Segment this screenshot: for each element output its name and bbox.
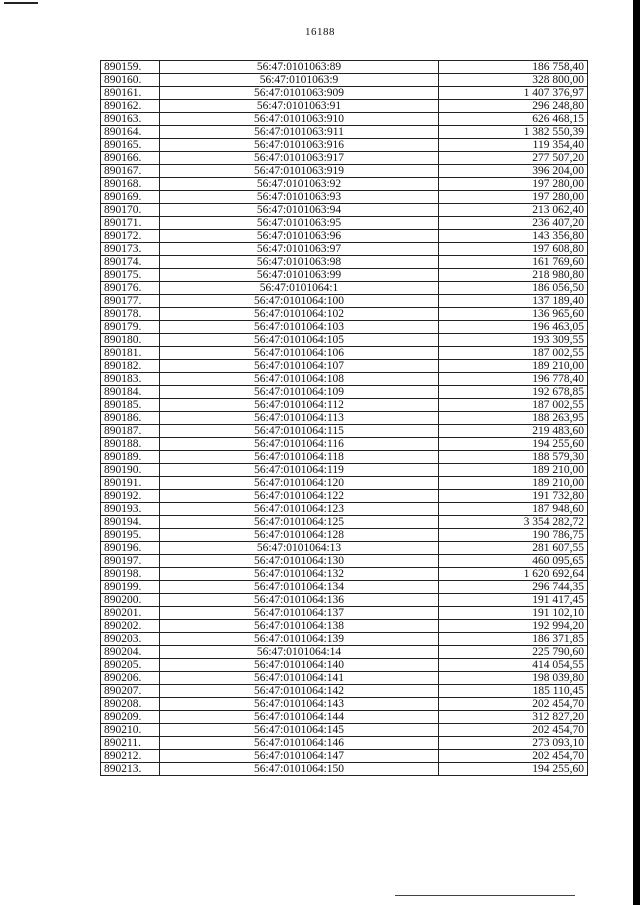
cadastral-number: 56:47:0101064:112 [160, 399, 439, 412]
row-number: 890191. [101, 477, 160, 490]
cadastral-number: 56:47:0101064:106 [160, 347, 439, 360]
cadastral-value: 460 095,65 [439, 555, 588, 568]
table-row [101, 633, 588, 646]
cadastral-value: 202 454,70 [439, 750, 588, 763]
table-row [101, 607, 588, 620]
cadastral-value: 312 827,20 [439, 711, 588, 724]
table-row [101, 308, 588, 321]
cadastral-value: 219 483,60 [439, 425, 588, 438]
table-row [101, 373, 588, 386]
cadastral-value: 197 608,80 [439, 243, 588, 256]
cadastral-value: 202 454,70 [439, 698, 588, 711]
row-number: 890195. [101, 529, 160, 542]
row-number: 890199. [101, 581, 160, 594]
cadastral-value: 191 417,45 [439, 594, 588, 607]
table-row [101, 451, 588, 464]
table-row [101, 295, 588, 308]
cadastral-number: 56:47:0101063:97 [160, 243, 439, 256]
cadastral-number: 56:47:0101064:137 [160, 607, 439, 620]
row-number: 890211. [101, 737, 160, 750]
cadastral-value: 188 579,30 [439, 451, 588, 464]
row-number: 890166. [101, 152, 160, 165]
row-number: 890186. [101, 412, 160, 425]
row-number: 890200. [101, 594, 160, 607]
row-number: 890202. [101, 620, 160, 633]
row-number: 890181. [101, 347, 160, 360]
row-number: 890209. [101, 711, 160, 724]
cadastral-number: 56:47:0101064:108 [160, 373, 439, 386]
row-number: 890159. [101, 61, 160, 74]
table-row [101, 503, 588, 516]
row-number: 890163. [101, 113, 160, 126]
cadastral-number: 56:47:0101064:113 [160, 412, 439, 425]
table-row [101, 165, 588, 178]
table-row [101, 334, 588, 347]
table-row [101, 360, 588, 373]
cadastral-number: 56:47:0101063:95 [160, 217, 439, 230]
cadastral-number: 56:47:0101063:910 [160, 113, 439, 126]
table-row [101, 243, 588, 256]
cadastral-value: 187 002,55 [439, 399, 588, 412]
cadastral-value: 236 407,20 [439, 217, 588, 230]
row-number: 890164. [101, 126, 160, 139]
row-number: 890187. [101, 425, 160, 438]
table-row [101, 568, 588, 581]
cadastral-number: 56:47:0101064:138 [160, 620, 439, 633]
row-number: 890196. [101, 542, 160, 555]
table-row [101, 724, 588, 737]
table-row [101, 555, 588, 568]
row-number: 890185. [101, 399, 160, 412]
row-number: 890168. [101, 178, 160, 191]
row-number: 890190. [101, 464, 160, 477]
scan-edge-bar [633, 0, 640, 905]
row-number: 890213. [101, 763, 160, 776]
table-row [101, 490, 588, 503]
table-row [101, 594, 588, 607]
row-number: 890206. [101, 672, 160, 685]
cadastral-value: 186 371,85 [439, 633, 588, 646]
table-row [101, 152, 588, 165]
row-number: 890171. [101, 217, 160, 230]
table-row [101, 646, 588, 659]
table-row [101, 672, 588, 685]
cadastral-number: 56:47:0101063:919 [160, 165, 439, 178]
cadastral-value: 626 468,15 [439, 113, 588, 126]
cadastral-value: 137 189,40 [439, 295, 588, 308]
cadastral-number: 56:47:0101063:916 [160, 139, 439, 152]
row-number: 890184. [101, 386, 160, 399]
table-row [101, 178, 588, 191]
registry-table [100, 60, 588, 776]
table-row [101, 386, 588, 399]
cadastral-number: 56:47:0101064:102 [160, 308, 439, 321]
cadastral-number: 56:47:0101064:143 [160, 698, 439, 711]
table-row [101, 100, 588, 113]
footer-rule [395, 895, 575, 896]
cadastral-number: 56:47:0101064:123 [160, 503, 439, 516]
table-row [101, 438, 588, 451]
table-row [101, 412, 588, 425]
cadastral-value: 328 800,00 [439, 74, 588, 87]
table-row [101, 763, 588, 776]
row-number: 890212. [101, 750, 160, 763]
cadastral-number: 56:47:0101064:100 [160, 295, 439, 308]
cadastral-number: 56:47:0101064:141 [160, 672, 439, 685]
cadastral-number: 56:47:0101064:132 [160, 568, 439, 581]
cadastral-value: 187 948,60 [439, 503, 588, 516]
cadastral-value: 197 280,00 [439, 178, 588, 191]
table-row [101, 269, 588, 282]
row-number: 890183. [101, 373, 160, 386]
cadastral-value: 197 280,00 [439, 191, 588, 204]
table-row [101, 685, 588, 698]
row-number: 890197. [101, 555, 160, 568]
table-row [101, 87, 588, 100]
cadastral-number: 56:47:0101064:122 [160, 490, 439, 503]
table-row [101, 581, 588, 594]
row-number: 890203. [101, 633, 160, 646]
cadastral-number: 56:47:0101064:105 [160, 334, 439, 347]
row-number: 890179. [101, 321, 160, 334]
table-row [101, 256, 588, 269]
cadastral-number: 56:47:0101064:125 [160, 516, 439, 529]
cadastral-value: 196 778,40 [439, 373, 588, 386]
row-number: 890170. [101, 204, 160, 217]
registry-table-body [101, 61, 588, 776]
cadastral-value: 296 744,35 [439, 581, 588, 594]
cadastral-value: 1 407 376,97 [439, 87, 588, 100]
cadastral-value: 189 210,00 [439, 464, 588, 477]
row-number: 890175. [101, 269, 160, 282]
row-number: 890193. [101, 503, 160, 516]
cadastral-number: 56:47:0101064:128 [160, 529, 439, 542]
cadastral-value: 202 454,70 [439, 724, 588, 737]
cadastral-number: 56:47:0101064:13 [160, 542, 439, 555]
row-number: 890167. [101, 165, 160, 178]
cadastral-value: 189 210,00 [439, 360, 588, 373]
cadastral-number: 56:47:0101064:142 [160, 685, 439, 698]
cadastral-value: 191 102,10 [439, 607, 588, 620]
row-number: 890177. [101, 295, 160, 308]
cadastral-value: 193 309,55 [439, 334, 588, 347]
table-row [101, 113, 588, 126]
cadastral-value: 161 769,60 [439, 256, 588, 269]
table-row [101, 464, 588, 477]
row-number: 890172. [101, 230, 160, 243]
table-row [101, 217, 588, 230]
cadastral-number: 56:47:0101063:99 [160, 269, 439, 282]
table-row [101, 750, 588, 763]
cadastral-number: 56:47:0101064:147 [160, 750, 439, 763]
cadastral-number: 56:47:0101064:150 [160, 763, 439, 776]
table-row [101, 126, 588, 139]
cadastral-number: 56:47:0101064:14 [160, 646, 439, 659]
cadastral-value: 296 248,80 [439, 100, 588, 113]
cadastral-value: 396 204,00 [439, 165, 588, 178]
table-row [101, 204, 588, 217]
table-row [101, 321, 588, 334]
cadastral-number: 56:47:0101064:1 [160, 282, 439, 295]
cadastral-value: 185 110,45 [439, 685, 588, 698]
row-number: 890205. [101, 659, 160, 672]
cadastral-number: 56:47:0101063:92 [160, 178, 439, 191]
row-number: 890189. [101, 451, 160, 464]
table-row [101, 425, 588, 438]
cadastral-value: 194 255,60 [439, 438, 588, 451]
cadastral-value: 414 054,55 [439, 659, 588, 672]
table-row [101, 399, 588, 412]
cadastral-number: 56:47:0101063:911 [160, 126, 439, 139]
top-left-mark [4, 2, 38, 4]
row-number: 890210. [101, 724, 160, 737]
cadastral-number: 56:47:0101064:116 [160, 438, 439, 451]
cadastral-number: 56:47:0101063:909 [160, 87, 439, 100]
cadastral-number: 56:47:0101064:119 [160, 464, 439, 477]
table-row [101, 191, 588, 204]
row-number: 890188. [101, 438, 160, 451]
table-row [101, 737, 588, 750]
row-number: 890161. [101, 87, 160, 100]
cadastral-number: 56:47:0101064:140 [160, 659, 439, 672]
table-row [101, 282, 588, 295]
cadastral-number: 56:47:0101064:120 [160, 477, 439, 490]
cadastral-value: 136 965,60 [439, 308, 588, 321]
row-number: 890165. [101, 139, 160, 152]
row-number: 890208. [101, 698, 160, 711]
cadastral-value: 189 210,00 [439, 477, 588, 490]
row-number: 890162. [101, 100, 160, 113]
cadastral-number: 56:47:0101064:107 [160, 360, 439, 373]
cadastral-number: 56:47:0101063:91 [160, 100, 439, 113]
cadastral-value: 187 002,55 [439, 347, 588, 360]
cadastral-number: 56:47:0101064:136 [160, 594, 439, 607]
table-row [101, 477, 588, 490]
cadastral-value: 191 732,80 [439, 490, 588, 503]
cadastral-number: 56:47:0101064:109 [160, 386, 439, 399]
cadastral-number: 56:47:0101063:93 [160, 191, 439, 204]
cadastral-value: 225 790,60 [439, 646, 588, 659]
table-row [101, 230, 588, 243]
table-row [101, 529, 588, 542]
cadastral-number: 56:47:0101063:89 [160, 61, 439, 74]
cadastral-number: 56:47:0101063:98 [160, 256, 439, 269]
table-row [101, 139, 588, 152]
row-number: 890182. [101, 360, 160, 373]
cadastral-value: 194 255,60 [439, 763, 588, 776]
row-number: 890169. [101, 191, 160, 204]
cadastral-value: 188 263,95 [439, 412, 588, 425]
cadastral-value: 281 607,55 [439, 542, 588, 555]
row-number: 890176. [101, 282, 160, 295]
row-number: 890180. [101, 334, 160, 347]
row-number: 890160. [101, 74, 160, 87]
row-number: 890204. [101, 646, 160, 659]
row-number: 890194. [101, 516, 160, 529]
cadastral-value: 1 620 692,64 [439, 568, 588, 581]
cadastral-number: 56:47:0101063:9 [160, 74, 439, 87]
cadastral-value: 198 039,80 [439, 672, 588, 685]
cadastral-value: 213 062,40 [439, 204, 588, 217]
row-number: 890207. [101, 685, 160, 698]
cadastral-value: 186 758,40 [439, 61, 588, 74]
cadastral-value: 186 056,50 [439, 282, 588, 295]
cadastral-value: 273 093,10 [439, 737, 588, 750]
cadastral-value: 3 354 282,72 [439, 516, 588, 529]
cadastral-number: 56:47:0101064:145 [160, 724, 439, 737]
cadastral-number: 56:47:0101064:118 [160, 451, 439, 464]
cadastral-number: 56:47:0101064:115 [160, 425, 439, 438]
table-row [101, 542, 588, 555]
cadastral-value: 190 786,75 [439, 529, 588, 542]
row-number: 890174. [101, 256, 160, 269]
cadastral-value: 1 382 550,39 [439, 126, 588, 139]
row-number: 890173. [101, 243, 160, 256]
table-row [101, 698, 588, 711]
cadastral-number: 56:47:0101064:139 [160, 633, 439, 646]
cadastral-number: 56:47:0101063:96 [160, 230, 439, 243]
row-number: 890192. [101, 490, 160, 503]
row-number: 890198. [101, 568, 160, 581]
cadastral-value: 218 980,80 [439, 269, 588, 282]
cadastral-value: 143 356,80 [439, 230, 588, 243]
cadastral-number: 56:47:0101064:146 [160, 737, 439, 750]
table-row [101, 711, 588, 724]
table-row [101, 620, 588, 633]
cadastral-number: 56:47:0101064:130 [160, 555, 439, 568]
row-number: 890178. [101, 308, 160, 321]
cadastral-number: 56:47:0101064:103 [160, 321, 439, 334]
cadastral-number: 56:47:0101063:917 [160, 152, 439, 165]
cadastral-value: 196 463,05 [439, 321, 588, 334]
cadastral-value: 119 354,40 [439, 139, 588, 152]
table-row [101, 659, 588, 672]
row-number: 890201. [101, 607, 160, 620]
table-row [101, 516, 588, 529]
cadastral-value: 192 994,20 [439, 620, 588, 633]
cadastral-value: 277 507,20 [439, 152, 588, 165]
cadastral-number: 56:47:0101064:134 [160, 581, 439, 594]
table-row [101, 347, 588, 360]
page-number: 16188 [305, 26, 335, 38]
table-row [101, 74, 588, 87]
cadastral-number: 56:47:0101063:94 [160, 204, 439, 217]
cadastral-value: 192 678,85 [439, 386, 588, 399]
cadastral-number: 56:47:0101064:144 [160, 711, 439, 724]
table-row [101, 61, 588, 74]
